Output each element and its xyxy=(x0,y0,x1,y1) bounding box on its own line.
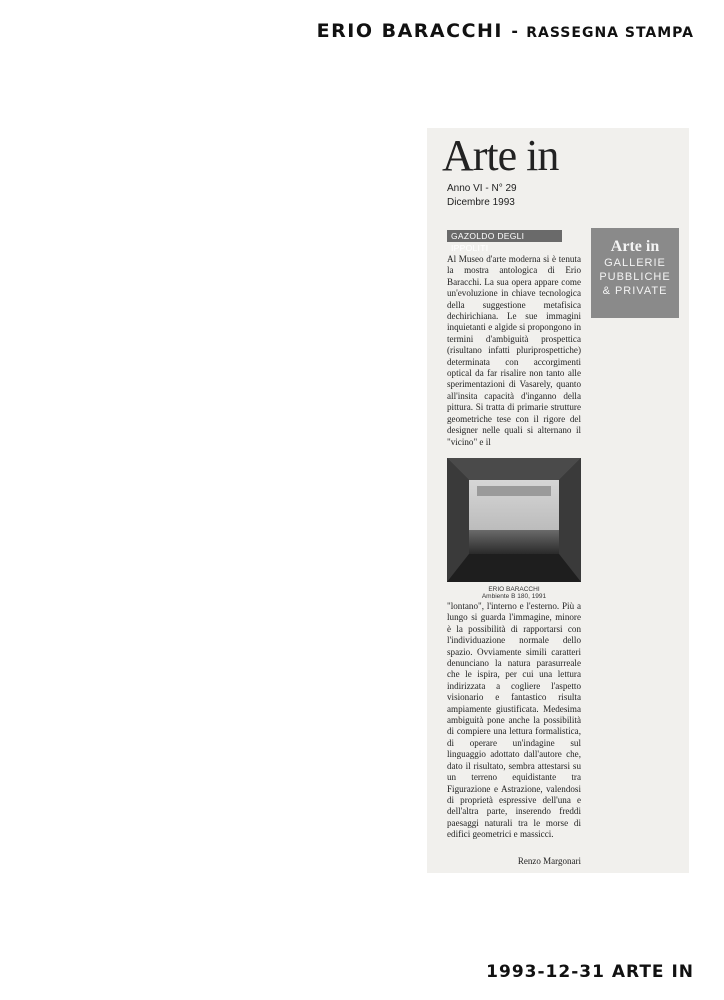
page-header xyxy=(317,20,694,43)
article-text-part-2: "lontano", l'interno e l'esterno. Più a lungo si guarda l'immagine, minore è la possibilità di rapportarsi con l'individuazione normale dello spazio. Ovviamente simili caratteri denunciano la natura parasurreale che le ispira, per cui una lettura indirizzata a cogliere l'aspetto visionario e fantastico risulta ampiamente giustificata. Medesima ambiguità pone anche la possibilità di compiere una lettura formalistica, di operare un'indagine sul linguaggio adottato dall'autore che, dato il risultato, sembra attestarsi su un terreno equidistante tra Figurazione e Astrazione, valendosi di proprietà espressive dell'una e dell'altra parte, inserendo freddi paesaggi naturali tra le morse di edifici geometrici e massicci. xyxy=(447,601,581,840)
magazine-title: Arte in xyxy=(442,131,559,180)
article-text-part-1: Al Museo d'arte moderna si è tenuta la mostra antologica di Erio Baracchi. La sua opera appare come un'evoluzione in chiave tecnologica della suggestione metafisica dechirichiana. Le sue immagini inquietanti e algide si propongono in termini d'ambiguità prospettica (risultano infatti pluriprospettiche) determinata con accorgimenti optical da far risalire non tanto alle sperimentazioni di Vasarely, quanto all'insita capacità d'inganno della pittura. Si tratta di primarie strutture geometriche tese con il rigore del designer nelle quali si alternano il "vicino" e il xyxy=(447,254,581,447)
artwork-image xyxy=(447,458,581,582)
badge-title: Arte in xyxy=(610,238,660,255)
caption-artist: ERIO BARACCHI xyxy=(488,586,540,593)
header-name: ERIO BARACCHI xyxy=(316,20,503,42)
press-clipping xyxy=(427,128,689,873)
badge-line-2: PUBBLICHE xyxy=(599,271,671,283)
badge-line-1: GALLERIE xyxy=(604,257,666,269)
badge-line-3: & PRIVATE xyxy=(602,285,668,297)
author-signature: Renzo Margonari xyxy=(517,856,581,866)
section-tag: GAZOLDO DEGLI IPPOLITI xyxy=(447,230,562,242)
magazine-date: Dicembre 1993 xyxy=(447,197,515,208)
magazine-issue: Anno VI - N° 29 xyxy=(447,183,517,194)
gallery-badge xyxy=(591,228,679,318)
header-separator: - xyxy=(511,21,518,42)
page-footer: 1993-12-31 ARTE IN xyxy=(486,962,694,982)
caption-work: Ambiente B 180, 1991 xyxy=(481,593,547,600)
header-subtitle: RASSEGNA STAMPA xyxy=(526,25,694,41)
